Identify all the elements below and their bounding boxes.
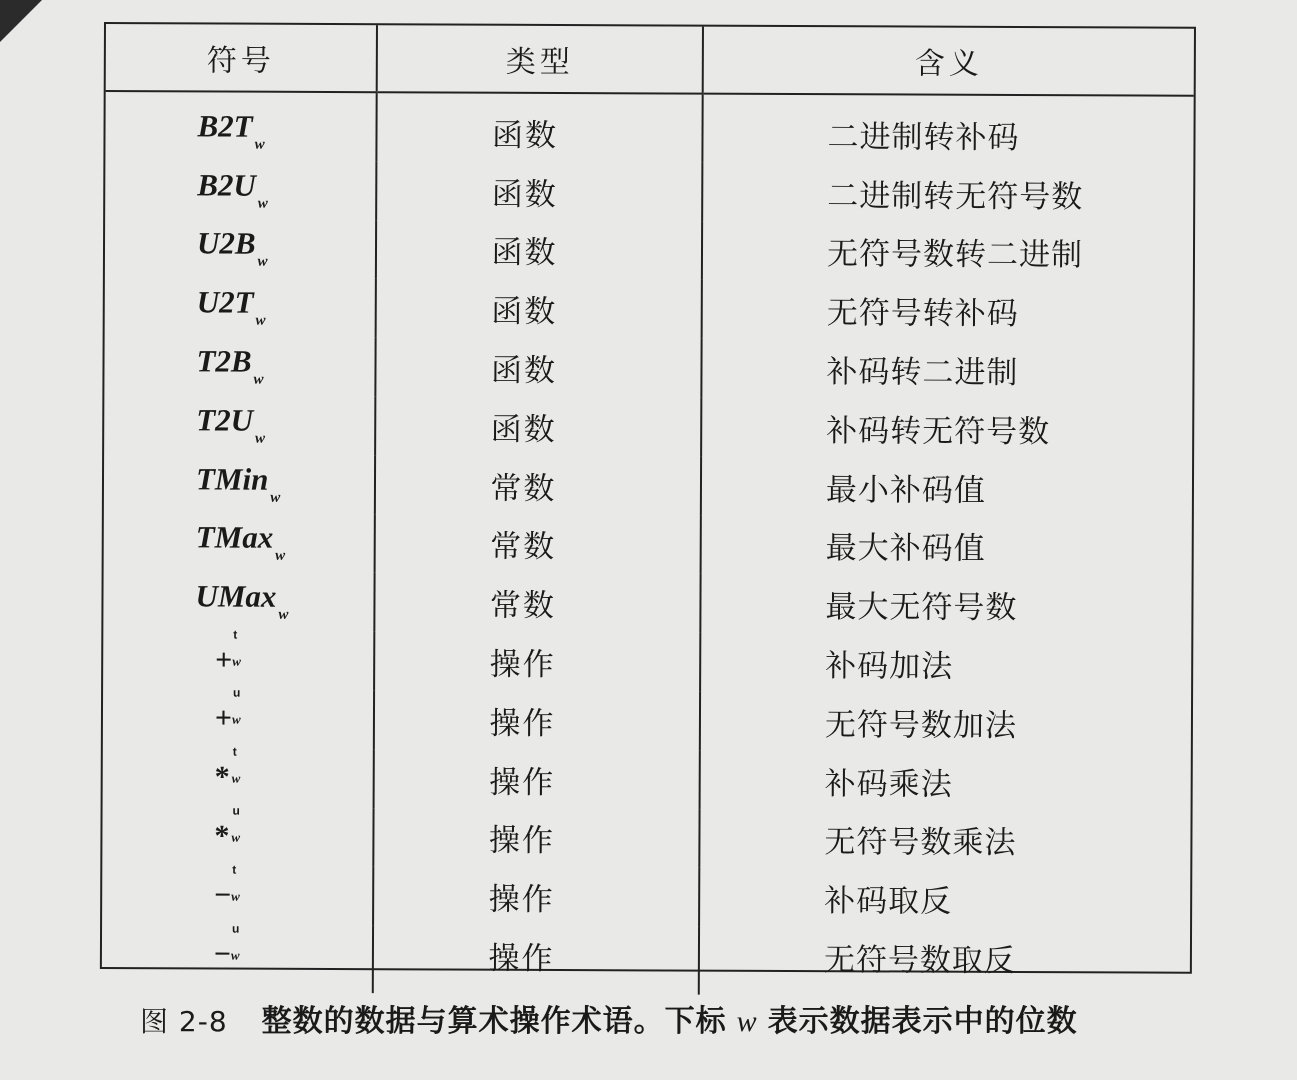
cell-meaning: 无符号数乘法 bbox=[699, 809, 1190, 870]
cell-meaning: 补码加法 bbox=[700, 633, 1191, 694]
cell-type: 操作 bbox=[374, 690, 700, 750]
cell-symbol bbox=[105, 277, 376, 337]
table bbox=[102, 24, 1194, 997]
operator-superscript: t bbox=[232, 744, 237, 759]
terminology-table bbox=[100, 22, 1196, 980]
table-row bbox=[103, 689, 1191, 753]
cell-meaning: 二进制转补码 bbox=[702, 94, 1193, 165]
cell-symbol bbox=[104, 454, 375, 514]
symbol-subscript: w bbox=[255, 312, 266, 329]
cell-symbol bbox=[104, 513, 375, 573]
cell-meaning: 无符号数转二进制 bbox=[702, 221, 1193, 282]
cell-symbol bbox=[102, 862, 373, 925]
table-row bbox=[105, 160, 1193, 224]
table-row bbox=[102, 865, 1190, 929]
symbol-subscript: w bbox=[270, 489, 281, 506]
cell-meaning: 补码转无符号数 bbox=[701, 398, 1192, 459]
table-row bbox=[103, 748, 1191, 812]
operator-superscript: t bbox=[233, 627, 238, 642]
cell-type: 操作 bbox=[373, 808, 699, 868]
operator-symbol bbox=[214, 685, 241, 736]
symbol-name: U2T bbox=[196, 284, 254, 320]
cell-symbol bbox=[104, 336, 375, 396]
header-type: 类型 bbox=[377, 25, 703, 93]
symbol-subscript: w bbox=[253, 371, 264, 388]
cell-symbol bbox=[104, 395, 375, 455]
symbol-subscript: w bbox=[254, 136, 265, 153]
header-meaning: 含义 bbox=[703, 27, 1194, 96]
cell-type: 常数 bbox=[375, 455, 701, 515]
cell-meaning: 无符号转补码 bbox=[702, 280, 1193, 341]
cell-type: 操作 bbox=[373, 925, 699, 994]
table-row bbox=[104, 454, 1192, 518]
operator-subscript: w bbox=[231, 829, 241, 845]
cell-meaning: 补码转二进制 bbox=[701, 339, 1192, 400]
cell-symbol bbox=[103, 744, 374, 808]
operator-symbol bbox=[213, 921, 240, 971]
symbol-name: T2U bbox=[196, 402, 254, 438]
symbol-name: U2B bbox=[196, 225, 256, 262]
operator-superscript: t bbox=[232, 862, 237, 877]
cell-meaning: 补码取反 bbox=[699, 868, 1190, 929]
operator: + bbox=[214, 701, 233, 735]
cell-type: 操作 bbox=[373, 867, 699, 927]
table-row bbox=[103, 571, 1191, 635]
cell-meaning: 二进制转无符号数 bbox=[702, 162, 1193, 223]
cell-meaning: 最大无符号数 bbox=[700, 574, 1191, 635]
cell-type: 函数 bbox=[376, 220, 702, 280]
cell-symbol bbox=[103, 571, 374, 631]
table-row bbox=[105, 277, 1193, 341]
table-row bbox=[102, 924, 1190, 997]
operator-symbol bbox=[214, 803, 241, 853]
figure-caption bbox=[140, 996, 1220, 1046]
cell-type: 常数 bbox=[374, 573, 700, 633]
symbol-name: B2U bbox=[197, 167, 256, 203]
cell-meaning: 无符号数取反 bbox=[699, 927, 1190, 997]
cell-type: 常数 bbox=[375, 514, 701, 574]
operator-subscript: w bbox=[231, 888, 240, 904]
cell-symbol bbox=[102, 921, 373, 993]
symbol-name: UMax bbox=[195, 578, 277, 615]
caption-text-after: 表示数据表示中的位数 bbox=[767, 1004, 1078, 1039]
cell-type: 操作 bbox=[374, 749, 700, 809]
symbol-subscript: w bbox=[275, 548, 286, 565]
cell-type: 操作 bbox=[374, 631, 700, 691]
cell-meaning: 补码乘法 bbox=[700, 750, 1191, 811]
operator: − bbox=[213, 937, 232, 971]
table-row bbox=[104, 395, 1192, 459]
operator-subscript: w bbox=[231, 711, 241, 727]
operator-symbol bbox=[214, 862, 240, 912]
symbol-subscript: w bbox=[278, 607, 289, 624]
cell-meaning: 无符号数加法 bbox=[700, 692, 1191, 753]
cell-symbol bbox=[105, 91, 376, 161]
operator: * bbox=[214, 760, 230, 794]
operator-subscript: w bbox=[231, 770, 241, 786]
operator-superscript: u bbox=[233, 685, 241, 700]
table-row bbox=[103, 630, 1191, 694]
operator-symbol bbox=[215, 627, 241, 677]
table-row bbox=[102, 807, 1190, 871]
cell-symbol bbox=[105, 219, 376, 279]
symbol-subscript: w bbox=[257, 254, 268, 271]
symbol-name: B2T bbox=[197, 108, 253, 144]
operator-superscript: u bbox=[232, 921, 240, 936]
operator-subscript: w bbox=[230, 947, 240, 963]
table-body bbox=[102, 91, 1194, 997]
symbol-name: T2B bbox=[196, 343, 252, 379]
cell-symbol bbox=[102, 803, 373, 867]
cell-symbol bbox=[105, 160, 376, 220]
operator-symbol bbox=[214, 744, 241, 795]
caption-variable: w bbox=[736, 1005, 758, 1038]
operator: * bbox=[214, 819, 230, 853]
operator-subscript: w bbox=[232, 653, 241, 669]
cell-type: 函数 bbox=[375, 396, 701, 456]
operator: − bbox=[214, 878, 232, 912]
table-row bbox=[104, 513, 1192, 577]
table-row bbox=[105, 219, 1193, 283]
caption-text-before: 整数的数据与算术操作术语。下标 bbox=[261, 1004, 727, 1039]
operator-superscript: u bbox=[232, 803, 240, 818]
figure-number: 图 2-8 bbox=[140, 1005, 228, 1038]
cell-type: 函数 bbox=[376, 161, 702, 221]
symbol-name: TMin bbox=[195, 461, 269, 497]
header-row bbox=[106, 24, 1194, 96]
cell-meaning: 最小补码值 bbox=[701, 456, 1192, 517]
cell-symbol bbox=[103, 685, 374, 749]
symbol-name: TMax bbox=[195, 519, 274, 556]
cell-type: 函数 bbox=[376, 279, 702, 339]
page-corner-shadow bbox=[0, 0, 42, 42]
cell-meaning: 最大补码值 bbox=[701, 515, 1192, 576]
table-header bbox=[106, 24, 1194, 96]
table-row bbox=[105, 91, 1193, 165]
table-row bbox=[104, 336, 1192, 400]
cell-type: 函数 bbox=[375, 337, 701, 397]
symbol-subscript: w bbox=[257, 195, 268, 212]
symbol-subscript: w bbox=[254, 430, 266, 447]
operator: + bbox=[215, 643, 233, 677]
cell-type: 函数 bbox=[376, 92, 702, 162]
header-symbol: 符号 bbox=[106, 24, 377, 92]
cell-symbol bbox=[103, 627, 374, 690]
